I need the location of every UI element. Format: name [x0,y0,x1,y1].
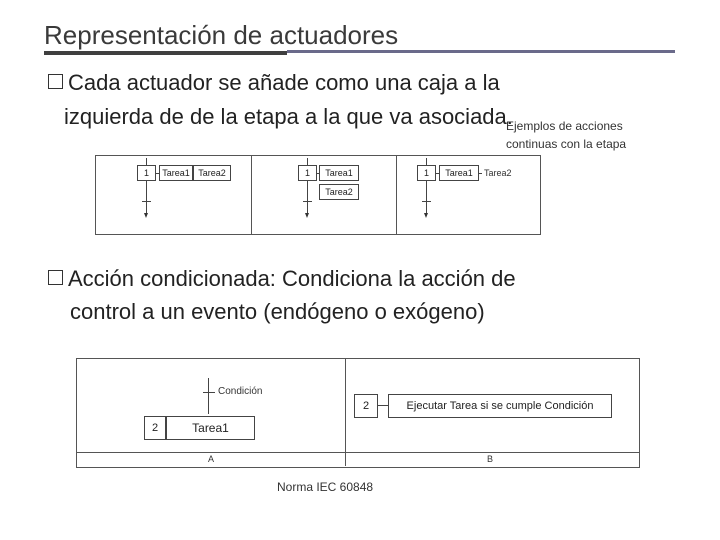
page-title: Representación de actuadores [44,20,399,50]
bullet-2-line-1: Acción condicionada: Condiciona la acción de [48,266,516,292]
action-box: Tarea1 [319,165,359,181]
footer-reference: Norma IEC 60848 [277,480,374,494]
action-box: Tarea2 [193,165,231,181]
condition-label: Condición [218,386,263,397]
title-rule [287,50,675,53]
panel-label: A [208,454,215,464]
title-underline [44,51,287,55]
step-box: 1 [298,165,317,181]
arrow-down-icon [424,213,428,218]
diagram-divider [251,156,252,234]
arrow-down-icon [144,213,148,218]
transition-bar [303,201,312,202]
condition-bar [203,392,215,393]
step-box: 1 [417,165,436,181]
action-box: Ejecutar Tarea si se cumple Condición [388,394,612,418]
bullet-1-line-1: Cada actuador se añade como una caja a la [48,70,500,96]
bullet-2-line-2: control a un evento (endógeno o exógeno) [70,299,485,324]
bullet-box-icon [48,270,63,285]
action-label: Tarea2 [484,168,512,178]
bullet-box-icon [48,74,63,89]
action-box: Tarea1 [439,165,479,181]
panel-label: B [487,454,494,464]
step-box: 1 [137,165,156,181]
action-box: Tarea2 [319,184,359,200]
action-box: Tarea1 [159,165,193,181]
step-box: 2 [144,416,166,440]
caption-rule [77,452,639,453]
bullet-1-line-2: izquierda de de la etapa a la que va asociada. [64,104,513,129]
action-box: Tarea1 [166,416,255,440]
transition-bar [142,201,151,202]
note-line-2: continuas con la etapa [506,137,627,151]
diagram-divider [396,156,397,234]
diagram-divider [345,359,346,466]
transition-bar [422,201,431,202]
note-line-1: Ejemplos de acciones [506,119,623,133]
step-box: 2 [354,394,378,418]
arrow-down-icon [305,213,309,218]
